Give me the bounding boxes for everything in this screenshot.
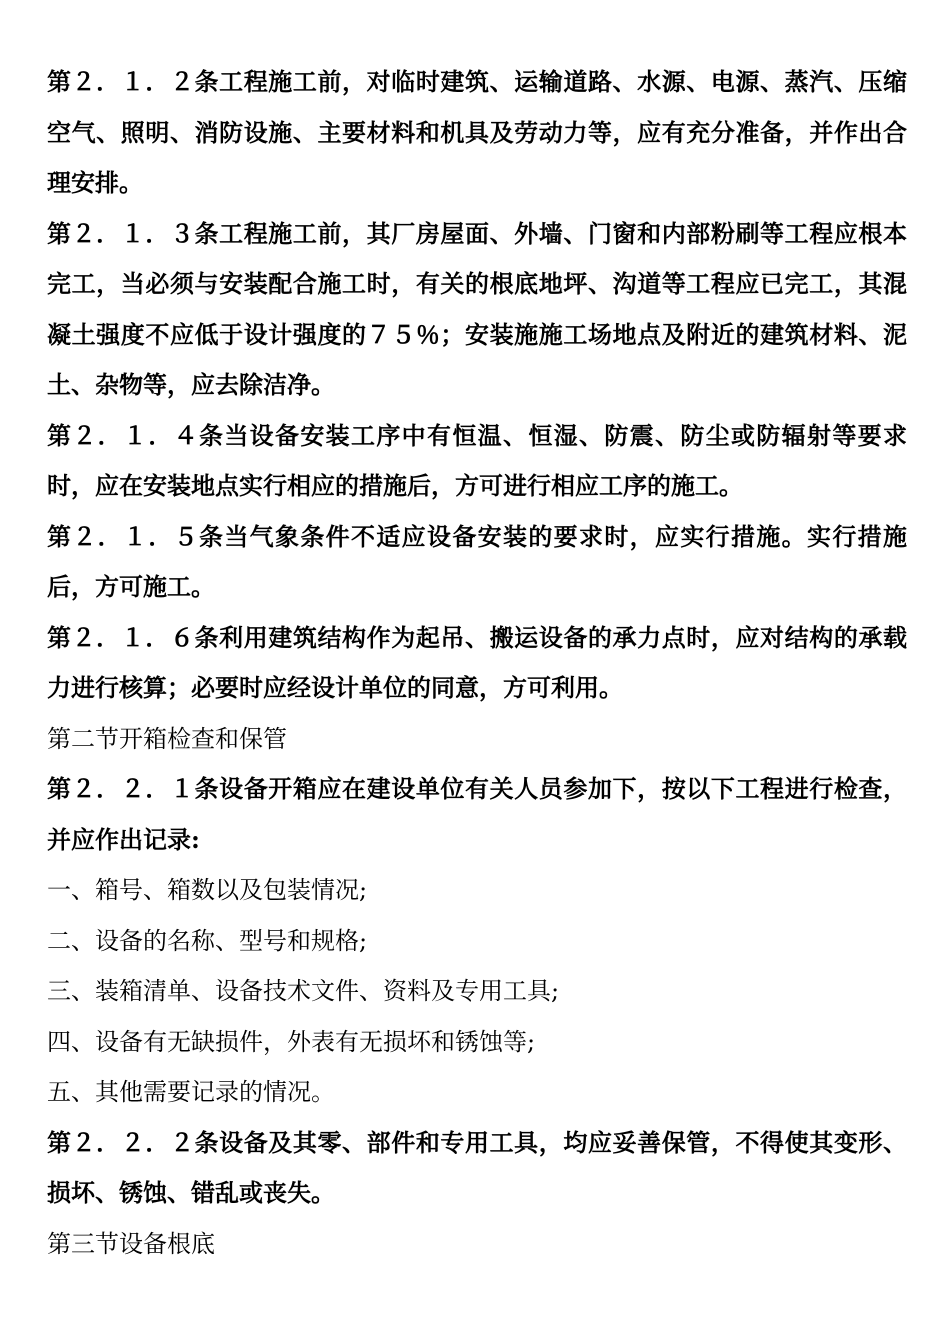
list-item: 一、箱号、箱数以及包装情况; xyxy=(47,876,368,904)
clause-2-1-2: 第２．１．２条工程施工前，对临时建筑、运输道路、水源、电源、蒸汽、压缩空气、照明、消防设施、主要材料和机具及劳动力等，应有充分准备，并作出合理安排。 xyxy=(47,67,907,197)
document-page xyxy=(47,57,907,1269)
list-item: 五、其他需要记录的情况。 xyxy=(47,1078,335,1106)
clause-2-1-4: 第２．１．４条当设备安装工序中有恒温、恒湿、防震、防尘或防辐射等要求时，应在安装地点实行相应的措施后，方可进行相应工序的施工。 xyxy=(47,420,907,500)
clause-2-1-3: 第２．１．３条工程施工前，其厂房屋面、外墙、门窗和内部粉刷等工程应根本完工，当必须与安装配合施工时，有关的根底地坪、沟道等工程应已完工，其混凝土强度不应低于设计强度的７５％；安装施施工场地点及附近的建筑材料、泥土、杂物等，应去除洁净。 xyxy=(47,218,907,399)
list-item: 二、设备的名称、型号和规格; xyxy=(47,926,368,955)
clause-2-2-2: 第２．２．２条设备及其零、部件和专用工具，均应妥善保管，不得使其变形、损坏、锈蚀、错乱或丧失。 xyxy=(47,1127,907,1207)
clause-2-1-6: 第２．１．６条利用建筑结构作为起吊、搬运设备的承力点时，应对结构的承载力进行核算；必要时应经设计单位的同意，方可利用。 xyxy=(47,622,907,702)
list-item: 三、装箱清单、设备技术文件、资料及专用工具; xyxy=(47,977,560,1005)
section-heading-foundation: 第三节设备根底 xyxy=(47,1229,215,1258)
section-heading-unpacking: 第二节开箱检查和保管 xyxy=(47,724,287,753)
list-item: 四、设备有无缺损件，外表有无损坏和锈蚀等; xyxy=(47,1027,536,1056)
clause-2-1-5: 第２．１．５条当气象条件不适应设备安装的要求时，应实行措施。实行措施后，方可施工。 xyxy=(47,521,907,601)
clause-2-2-1: 第２．２．１条设备开箱应在建设单位有关人员参加下，按以下工程进行检查，并应作出记录: xyxy=(47,774,907,854)
